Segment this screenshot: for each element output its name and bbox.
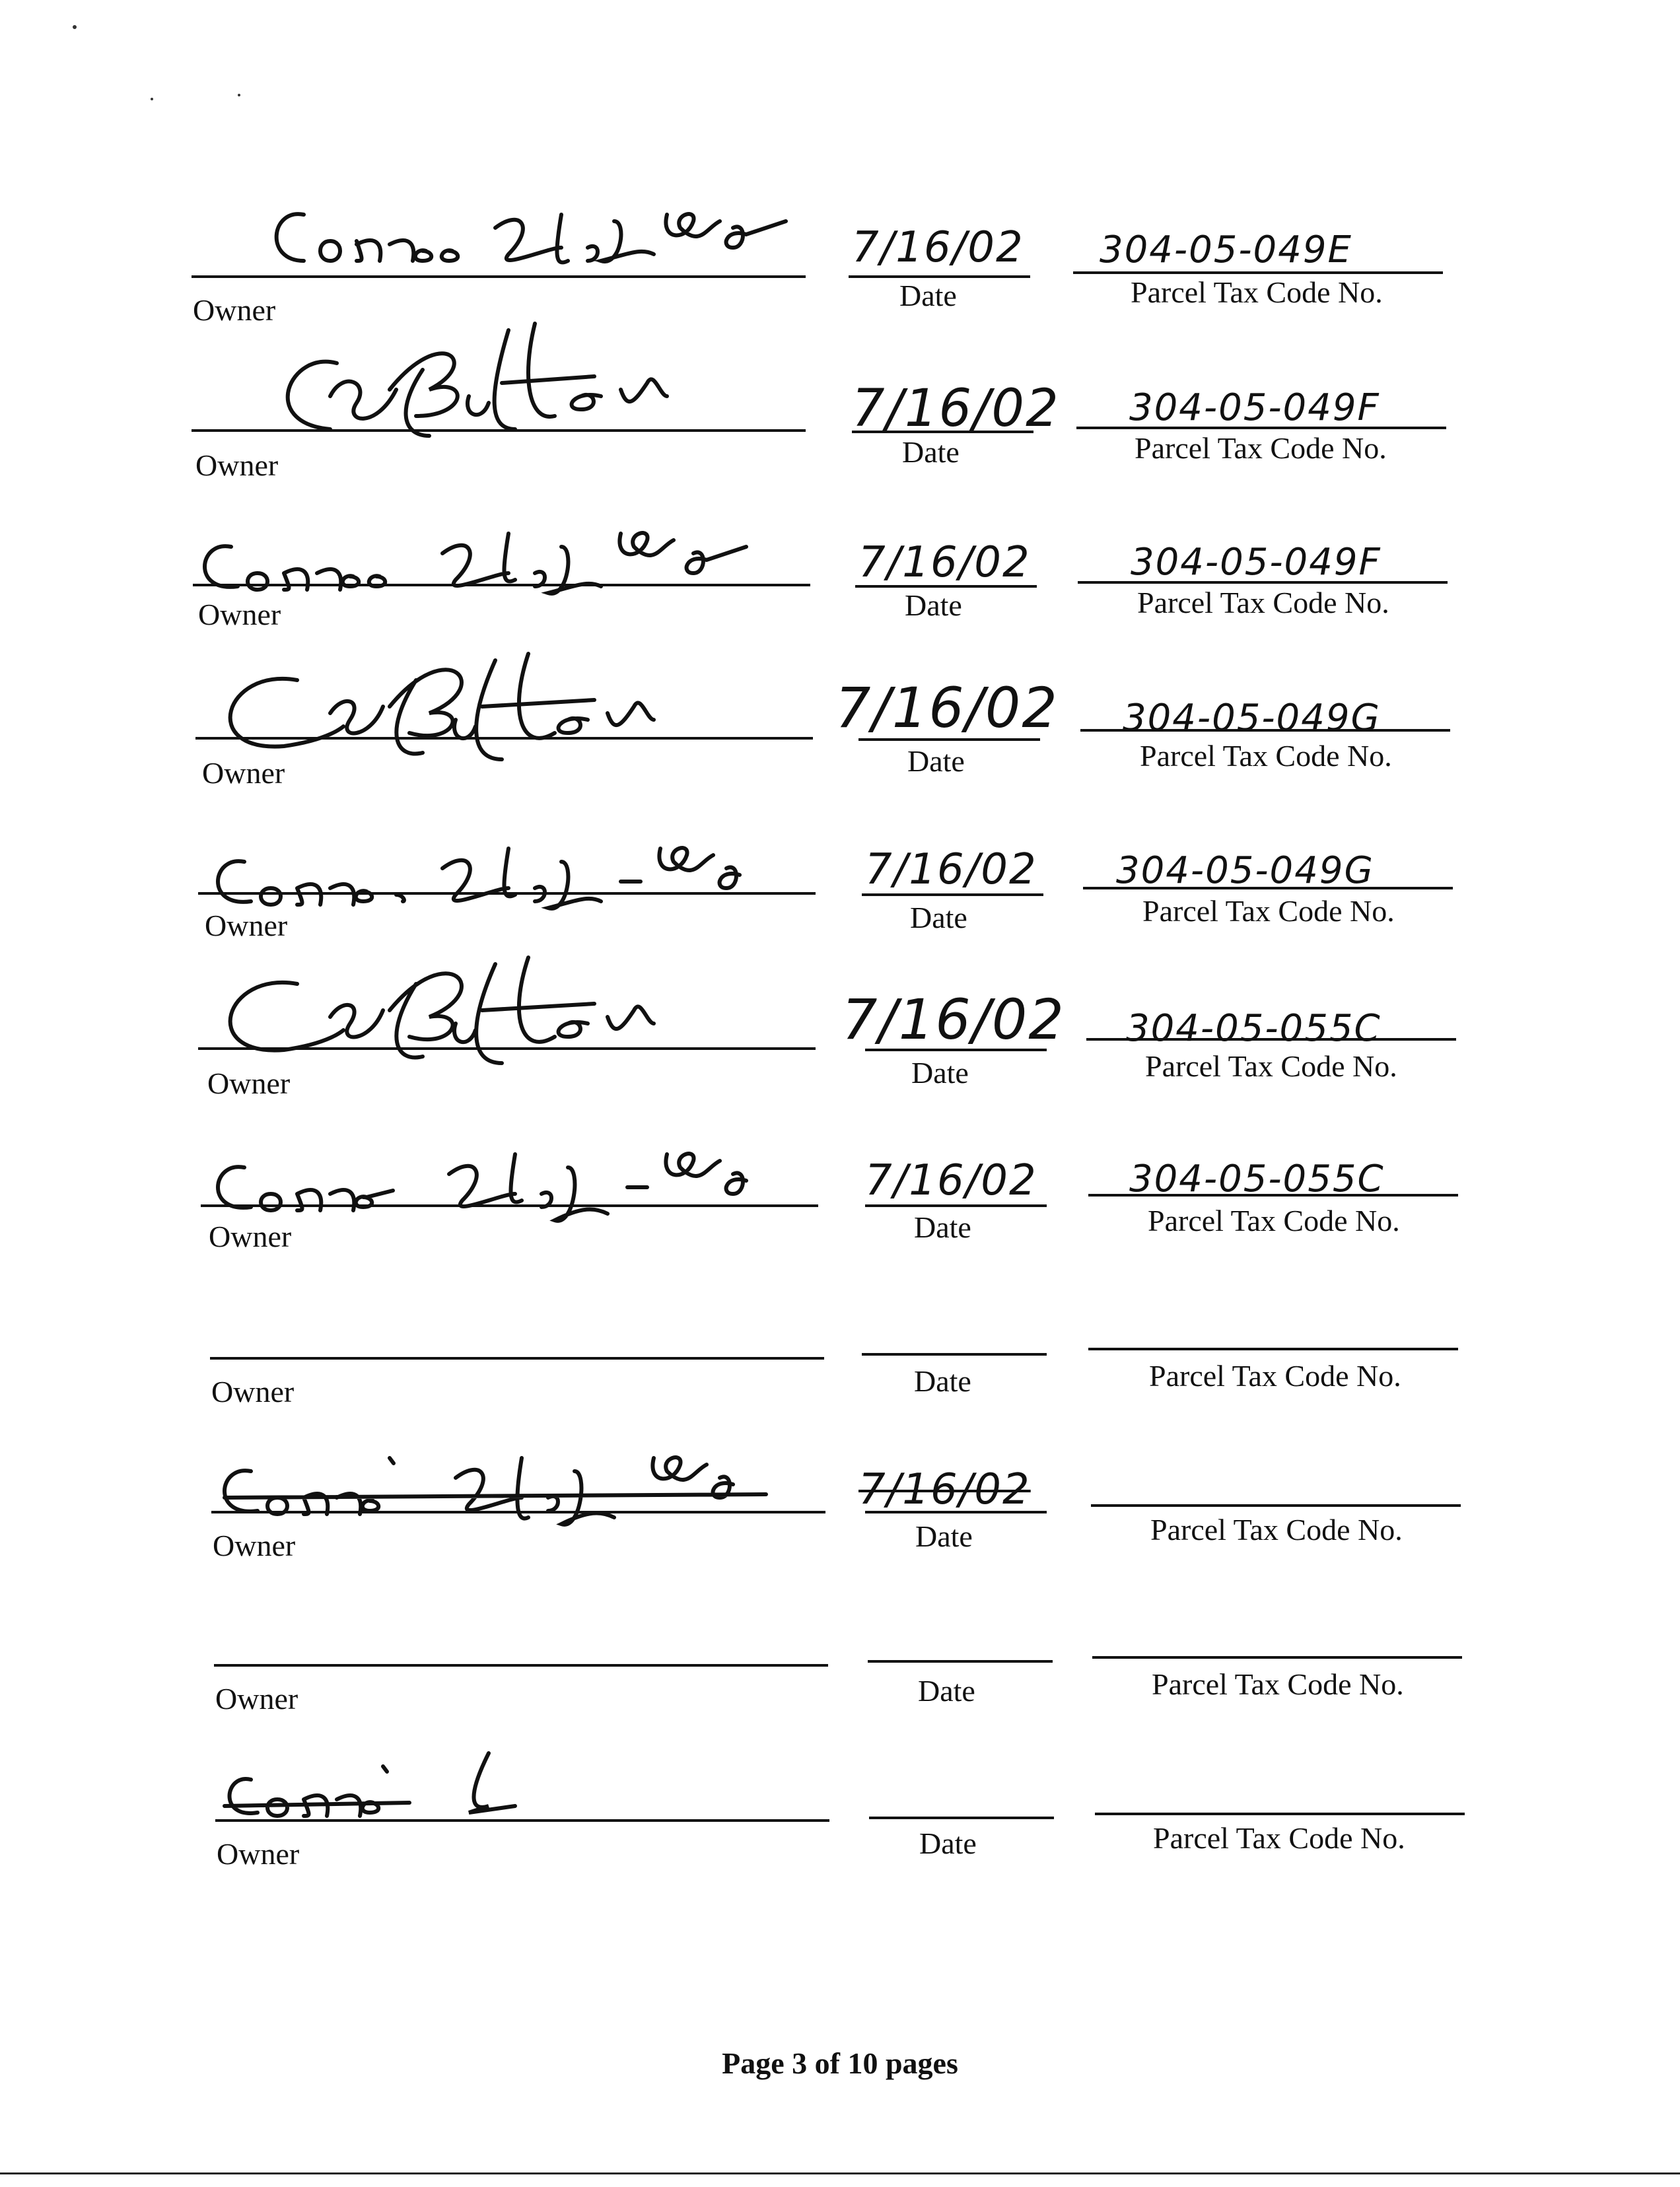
date-line <box>855 585 1037 588</box>
handwritten-parcel-code: 304-05-049F <box>1131 541 1382 584</box>
date-label: Date <box>918 1674 975 1708</box>
parcel-line <box>1078 581 1448 584</box>
page-number: Page 3 of 10 pages <box>722 2046 958 2080</box>
owner-label: Owner <box>215 1682 298 1716</box>
signature-row-6 <box>0 987 1680 1142</box>
parcel-line <box>1092 1656 1462 1659</box>
owner-label: Owner <box>198 598 281 631</box>
owner-signature-connie <box>198 1134 832 1240</box>
parcel-label: Parcel Tax Code No. <box>1135 431 1387 465</box>
scan-speck <box>238 94 240 96</box>
date-label: Date <box>905 588 962 622</box>
parcel-label: Parcel Tax Code No. <box>1140 739 1392 773</box>
handwritten-date-struck: 7/16/02 <box>858 1465 1031 1514</box>
parcel-line <box>1083 887 1453 889</box>
parcel-label: Parcel Tax Code No. <box>1150 1513 1403 1546</box>
owner-line <box>198 892 816 895</box>
owner-label: Owner <box>207 1066 291 1100</box>
owner-signature-partial-struck <box>211 1740 528 1832</box>
owner-line <box>192 429 806 432</box>
parcel-line <box>1073 271 1443 274</box>
parcel-label: Parcel Tax Code No. <box>1145 1049 1397 1083</box>
handwritten-parcel-code: 304-05-049G <box>1123 697 1381 740</box>
scan-speck <box>73 25 77 29</box>
owner-label: Owner <box>205 909 288 942</box>
date-line <box>862 1353 1047 1356</box>
handwritten-date: 7/16/02 <box>865 845 1037 894</box>
handwritten-date: 7/16/02 <box>865 1156 1037 1205</box>
handwritten-date: 7/16/02 <box>835 676 1059 740</box>
parcel-label: Parcel Tax Code No. <box>1149 1359 1401 1393</box>
date-line <box>849 275 1030 278</box>
date-label: Date <box>910 901 967 934</box>
owner-label: Owner <box>195 448 279 482</box>
parcel-line <box>1088 1348 1458 1350</box>
date-line <box>865 1511 1047 1513</box>
date-label: Date <box>919 1826 977 1860</box>
owner-signature-bolton <box>198 944 700 1076</box>
date-label: Date <box>915 1519 973 1553</box>
signature-row-4 <box>0 676 1680 832</box>
parcel-label: Parcel Tax Code No. <box>1148 1204 1400 1237</box>
parcel-label: Parcel Tax Code No. <box>1131 275 1383 309</box>
date-line <box>852 431 1033 433</box>
owner-label: Owner <box>209 1220 292 1253</box>
date-line <box>865 1204 1047 1207</box>
date-label: Date <box>914 1364 971 1398</box>
scan-speck <box>151 98 153 100</box>
owner-signature-connie <box>198 829 832 934</box>
owner-signature-connie <box>192 188 825 294</box>
owner-label: Owner <box>193 293 276 327</box>
parcel-line <box>1095 1813 1465 1815</box>
date-line <box>869 1817 1054 1819</box>
owner-line <box>192 275 806 278</box>
date-label: Date <box>907 744 965 778</box>
date-label: Date <box>899 279 957 312</box>
handwritten-date: 7/16/02 <box>858 538 1031 587</box>
owner-label: Owner <box>211 1375 295 1408</box>
parcel-line <box>1080 729 1450 732</box>
owner-line <box>210 1357 824 1360</box>
handwritten-parcel-code: 304-05-055C <box>1129 1158 1385 1200</box>
parcel-label: Parcel Tax Code No. <box>1142 894 1395 928</box>
handwritten-date: 7/16/02 <box>852 223 1024 272</box>
parcel-label: Parcel Tax Code No. <box>1137 586 1389 619</box>
date-line <box>865 1049 1047 1051</box>
handwritten-parcel-code: 304-05-049G <box>1116 849 1374 892</box>
parcel-label: Parcel Tax Code No. <box>1152 1667 1404 1701</box>
handwritten-date: 7/16/02 <box>842 987 1065 1052</box>
parcel-line <box>1088 1194 1458 1197</box>
signature-row-9 <box>0 1465 1680 1610</box>
owner-label: Owner <box>202 756 285 790</box>
signature-row-7 <box>0 1156 1680 1300</box>
owner-line <box>195 737 813 740</box>
owner-label: Owner <box>213 1529 296 1562</box>
owner-line <box>214 1664 828 1667</box>
owner-signature-bolton <box>198 641 700 773</box>
handwritten-date: 7/16/02 <box>852 379 1060 438</box>
handwritten-parcel-code: 304-05-055C <box>1126 1007 1382 1050</box>
bottom-rule <box>0 2172 1680 2174</box>
owner-signature-connie <box>192 507 825 613</box>
parcel-line <box>1086 1038 1456 1041</box>
signature-row-2 <box>0 379 1680 522</box>
date-label: Date <box>914 1210 971 1244</box>
parcel-line <box>1091 1504 1461 1507</box>
owner-line <box>201 1204 818 1207</box>
signature-row-11 <box>0 1786 1680 1918</box>
date-line <box>858 738 1040 741</box>
date-label: Date <box>911 1056 969 1090</box>
owner-line <box>211 1511 825 1513</box>
owner-label: Owner <box>217 1837 300 1871</box>
parcel-line <box>1076 427 1446 429</box>
owner-line <box>215 1819 829 1822</box>
date-line <box>868 1660 1053 1663</box>
parcel-label: Parcel Tax Code No. <box>1153 1821 1405 1855</box>
date-line <box>862 893 1043 896</box>
handwritten-parcel-code: 304-05-049F <box>1129 386 1380 429</box>
owner-line <box>198 1047 816 1050</box>
owner-line <box>193 584 810 586</box>
date-label: Date <box>902 435 960 469</box>
handwritten-parcel-code: 304-05-049E <box>1100 228 1352 271</box>
owner-signature-connie-struck <box>205 1432 839 1537</box>
